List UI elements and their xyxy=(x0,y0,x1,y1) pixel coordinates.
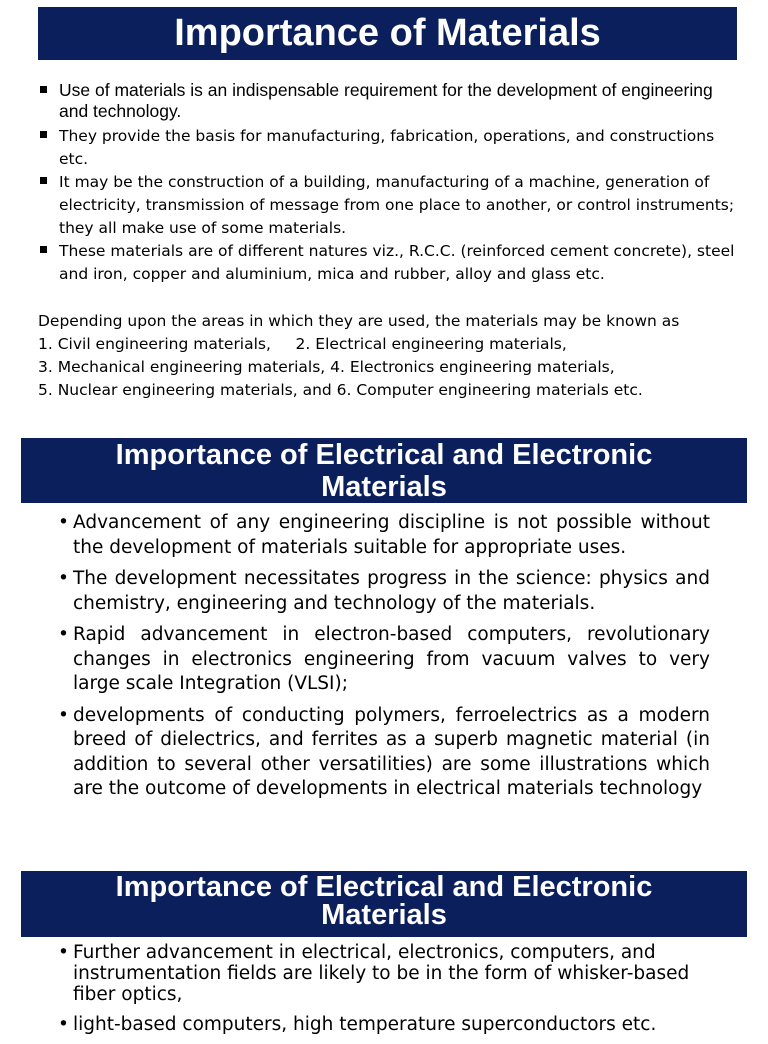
dot-bullet-icon: • xyxy=(58,512,69,533)
dot-bullet-icon: • xyxy=(58,568,69,589)
list-item: • Rapid advancement in electron-based computers, revolutionary changes in electronics engineering from vacuum valves to very large scale Integration (VLSI); xyxy=(58,624,710,694)
dot-bullet-icon: • xyxy=(58,624,69,645)
list-item: • The development necessitates progress in the science: physics and chemistry, engineering and technology of the materials. xyxy=(58,568,710,614)
materials-classification xyxy=(38,310,748,402)
dot-bullet-icon: • xyxy=(58,1014,69,1035)
list-item: • developments of conducting polymers, ferroelectrics as a modern breed of dielectrics, and ferrites as a superb magnetic material (in addition to several other versatilities) are some illustrations which are the outcome of developments in electrical materials technology xyxy=(58,704,710,799)
slide2-bullet-list xyxy=(58,511,710,809)
dot-bullet-icon: • xyxy=(58,942,69,963)
dot-bullet-icon: • xyxy=(58,704,69,726)
square-bullet-icon xyxy=(40,177,47,184)
list-item: It may be the construction of a building, manufacturing of a machine, generation of electricity, transmission of message from one place to another, or control instruments; they all make use of some materials. xyxy=(38,171,738,240)
classification-line: 5. Nuclear engineering materials, and 6. Computer engineering materials etc. xyxy=(38,381,643,399)
list-item: Use of materials is an indispensable requirement for the development of engineering and technology. xyxy=(38,80,738,122)
slide1-bullet-list xyxy=(38,80,738,286)
list-item: • light-based computers, high temperature superconductors etc. xyxy=(58,1014,657,1035)
slide1-title: Importance of Materials xyxy=(38,7,737,60)
classification-line: 1. Civil engineering materials, 2. Electrical engineering materials, xyxy=(38,335,567,353)
classification-intro: Depending upon the areas in which they are used, the materials may be known as xyxy=(38,312,680,330)
square-bullet-icon xyxy=(40,131,47,138)
square-bullet-icon xyxy=(40,86,47,93)
list-item: • Further advancement in electrical, electronics, computers, and instrumentation fields are likely to be in the form of whisker-based fiber optics, xyxy=(58,942,690,1005)
list-item: They provide the basis for manufacturing, fabrication, operations, and constructions etc. xyxy=(38,125,738,171)
square-bullet-icon xyxy=(40,246,47,253)
slide2-title: Importance of Electrical and Electronic Materials xyxy=(21,438,747,503)
slide3-bullet-list xyxy=(58,942,710,1044)
slide3-title: Importance of Electrical and Electronic Materials xyxy=(21,871,747,937)
list-item: These materials are of different natures viz., R.C.C. (reinforced cement concrete), steel and iron, copper and aluminium, mica and rubber, alloy and glass etc. xyxy=(38,240,738,286)
classification-line: 3. Mechanical engineering materials, 4. Electronics engineering materials, xyxy=(38,358,615,376)
list-item: • Advancement of any engineering discipline is not possible without the development of materials suitable for appropriate uses. xyxy=(58,512,710,558)
